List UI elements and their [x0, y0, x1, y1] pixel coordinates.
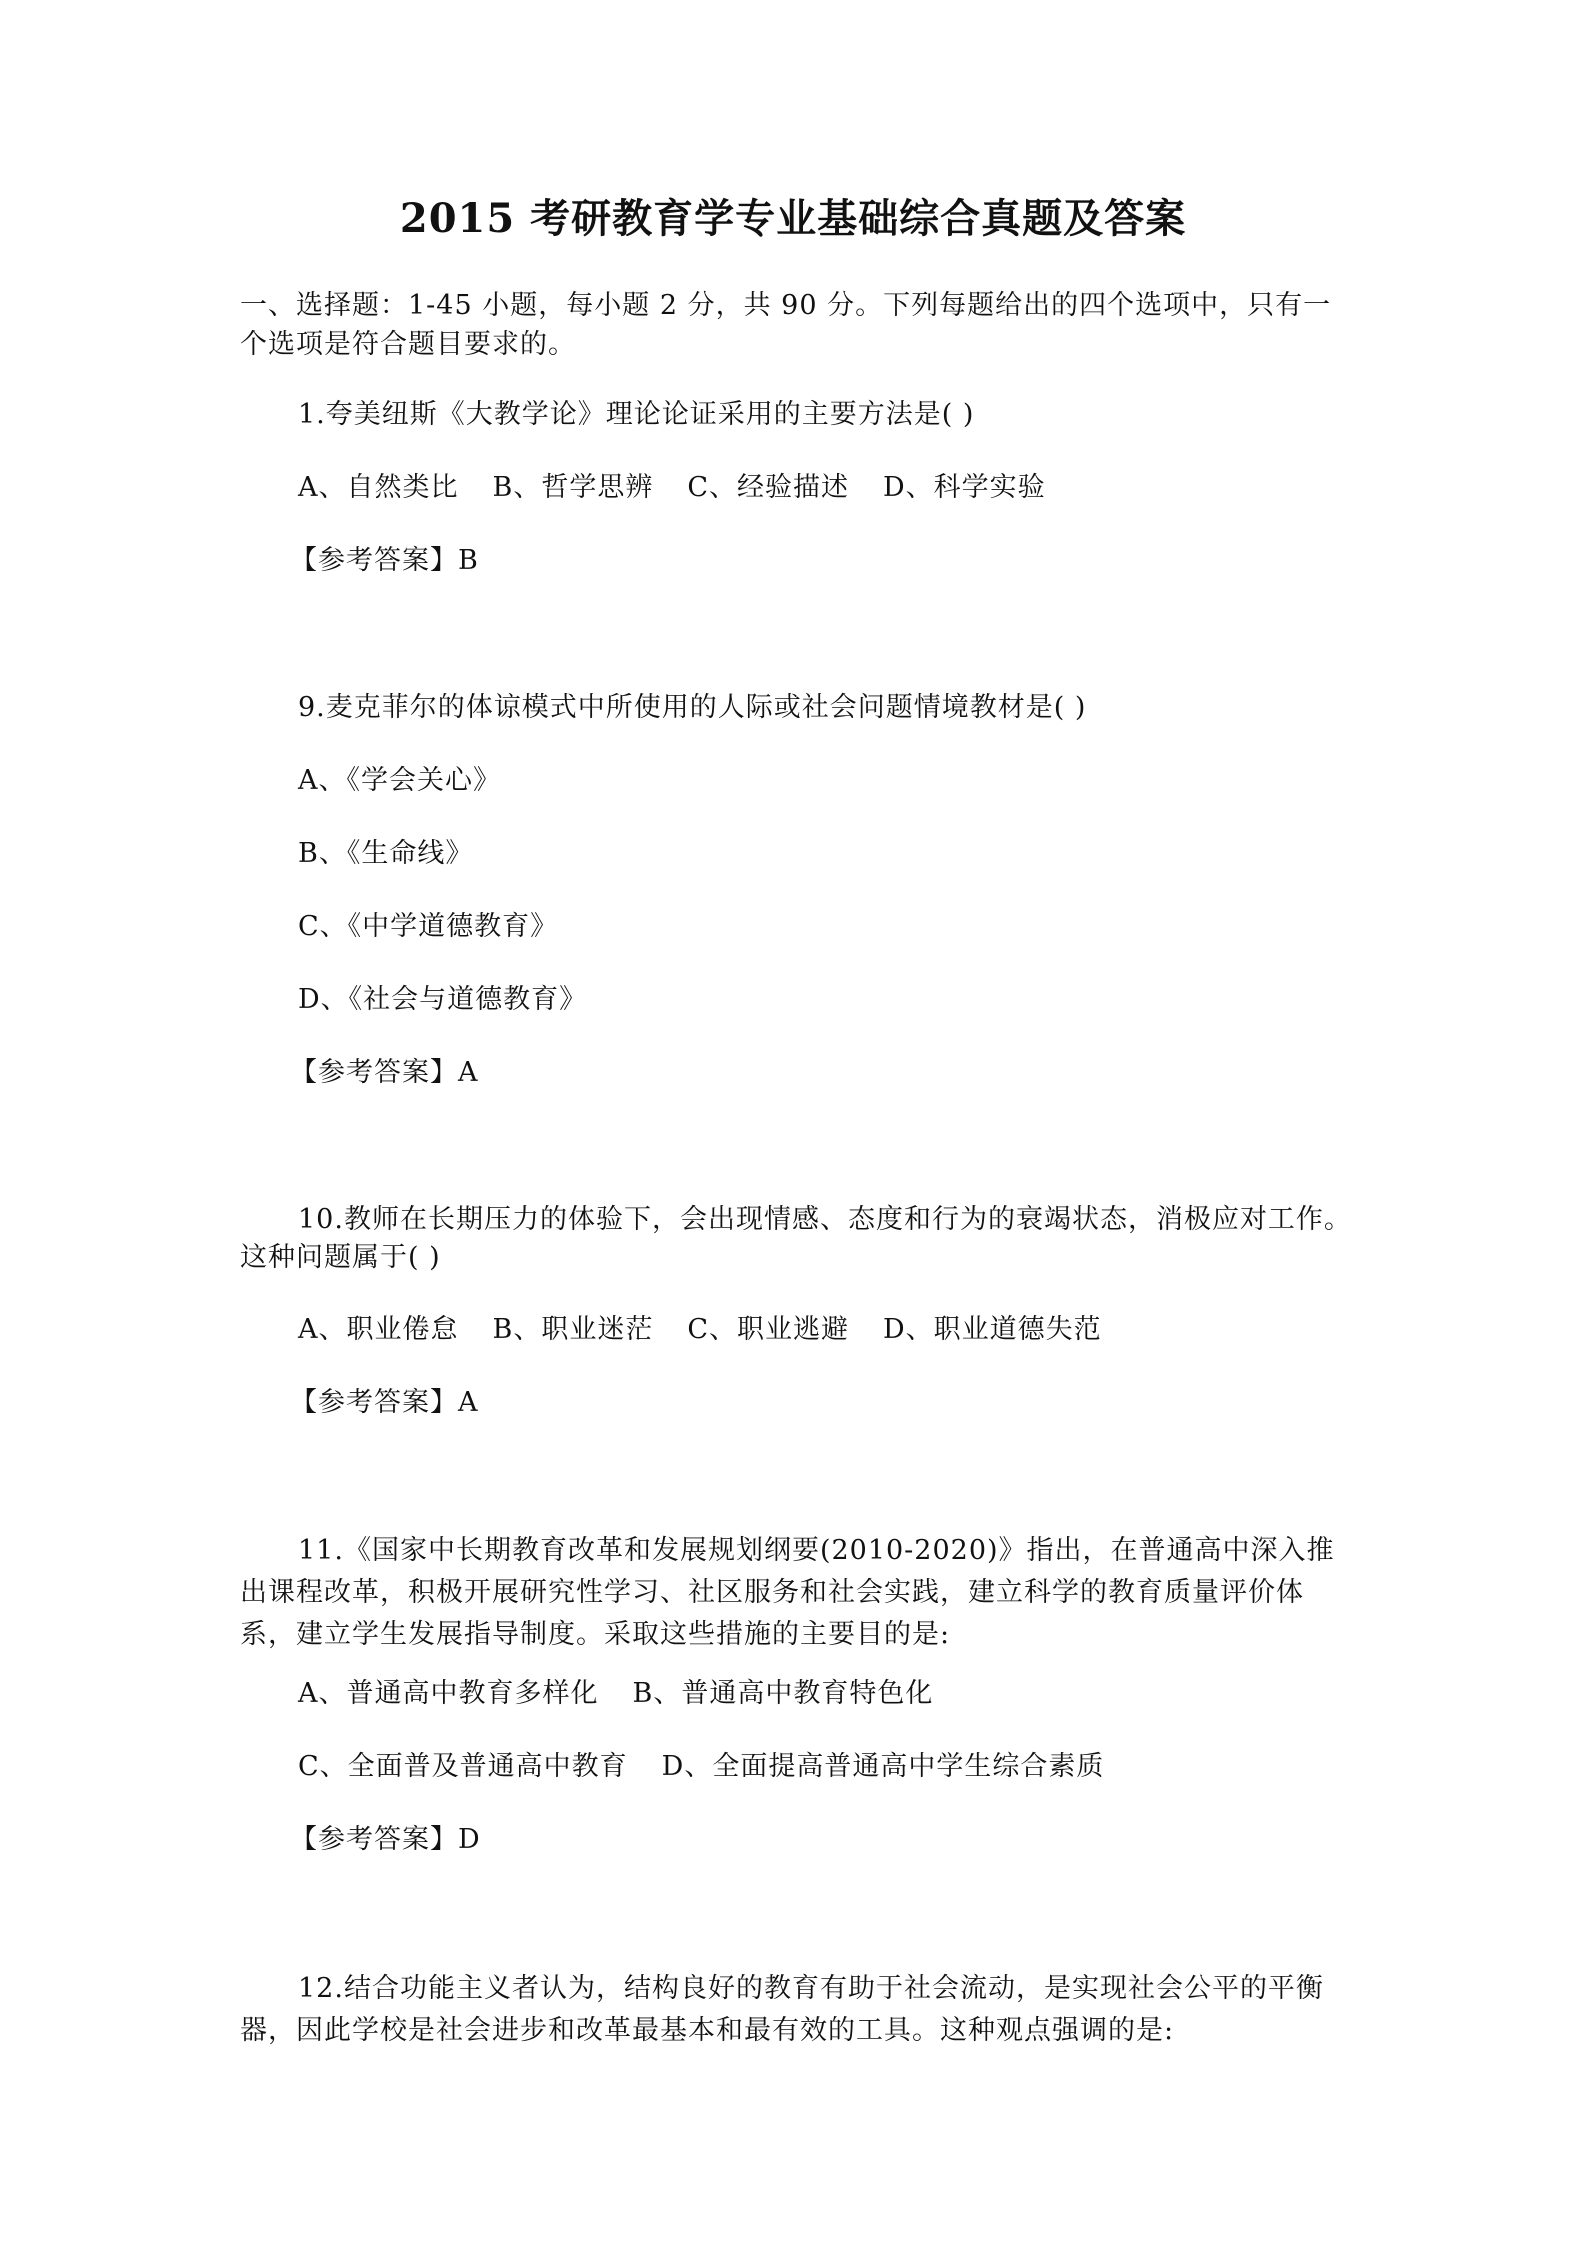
question-1-option-d: D、科学实验 — [883, 472, 1046, 503]
question-10-stem-line-1: 10.教师在长期压力的体验下，会出现情感、态度和行为的衰竭状态，消极应对工作。 — [298, 1204, 1352, 1235]
question-9-stem: 9.麦克菲尔的体谅模式中所使用的人际或社会问题情境教材是( ) — [298, 692, 1087, 723]
question-10-option-d: D、职业道德失范 — [883, 1314, 1102, 1345]
question-1-options — [298, 470, 1046, 506]
section-intro-line-1: 一、选择题：1-45 小题，每小题 2 分，共 90 分。下列每题给出的四个选项中，只有一 — [240, 290, 1332, 321]
question-10-stem-line-2: 这种问题属于( ) — [240, 1242, 441, 1273]
question-10-options — [298, 1312, 1102, 1348]
section-intro-line-2: 个选项是符合题目要求的。 — [240, 329, 576, 360]
question-11-stem: 11.《国家中长期教育改革和发展规划纲要(2010-2020)》指出，在普通高中深入推出课程改革，积极开展研究性学习、社区服务和社会实践，建立科学的教育质量评价体系，建立学生发展指导制度。采取这些措施的主要目的是: — [240, 1535, 1335, 1650]
question-10-option-a: A、职业倦怠 — [298, 1314, 459, 1345]
question-11-option-b: B、普通高中教育特色化 — [632, 1678, 934, 1709]
question-1-option-b: B、哲学思辨 — [492, 472, 654, 503]
question-11-option-c: C、全面普及普通高中教育 — [298, 1751, 628, 1782]
question-11-option-d: D、全面提高普通高中学生综合素质 — [661, 1751, 1105, 1782]
question-10-answer: 【参考答案】A — [290, 1387, 479, 1418]
question-1-option-c: C、经验描述 — [687, 472, 850, 503]
question-12-stem: 12.结合功能主义者认为，结构良好的教育有助于社会流动，是实现社会公平的平衡器，因此学校是社会进步和改革最基本和最有效的工具。这种观点强调的是: — [240, 1973, 1324, 2046]
question-11-option-a: A、普通高中教育多样化 — [298, 1678, 599, 1709]
question-11-answer: 【参考答案】D — [290, 1824, 481, 1855]
question-9-answer: 【参考答案】A — [290, 1057, 479, 1088]
question-1-stem: 1.夸美纽斯《大教学论》理论论证采用的主要方法是( ) — [298, 399, 975, 430]
question-1-answer: 【参考答案】B — [290, 545, 479, 576]
question-10-option-c: C、职业逃避 — [687, 1314, 850, 1345]
question-9-option-a: A、《学会关心》 — [298, 765, 501, 796]
question-10-option-b: B、职业迷茫 — [492, 1314, 654, 1345]
question-9-option-b: B、《生命线》 — [298, 838, 474, 869]
question-11-options-row-2 — [298, 1749, 1104, 1785]
document-title: 2015 考研教育学专业基础综合真题及答案 — [399, 195, 1187, 242]
question-9-option-c: C、《中学道德教育》 — [298, 911, 559, 942]
question-11-options-row-1 — [298, 1676, 933, 1712]
question-1-option-a: A、自然类比 — [298, 472, 459, 503]
question-9-option-d: D、《社会与道德教育》 — [298, 984, 588, 1015]
